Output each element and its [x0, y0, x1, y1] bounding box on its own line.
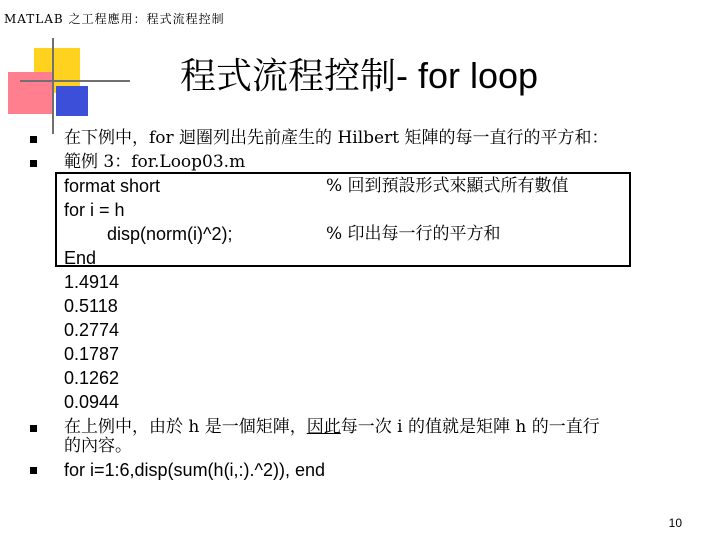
bullet-text-3 — [64, 415, 600, 439]
code-line-2: for i = h — [64, 200, 125, 220]
output-value: 0.0944 — [64, 392, 120, 412]
bullet-marker — [30, 467, 37, 474]
decorative-red-block — [8, 72, 54, 114]
underlined-text: 因此 — [306, 417, 341, 437]
code-line-4: End — [64, 248, 97, 268]
code-line-3: disp(norm(i)^2); — [107, 224, 233, 244]
bullet-text-2: 範例 3：for.Loop03.m — [64, 152, 246, 172]
code-comment-3: % 印出每一行的平方和 — [326, 224, 501, 244]
bullet-marker — [30, 160, 37, 167]
slide-title — [180, 48, 538, 99]
bullet-text-3-part2: 每一次 i 的值就是矩陣 h 的一直行 — [340, 417, 600, 437]
bullet-text-1: 在下例中，for 迴圈列出先前產生的 Hilbert 矩陣的每一直行的平方和： — [64, 128, 609, 148]
output-value: 0.5118 — [64, 296, 118, 316]
decorative-blue-block — [56, 86, 88, 116]
output-value: 1.4914 — [64, 272, 120, 292]
code-line-1: format short — [64, 176, 161, 196]
output-value: 0.2774 — [64, 320, 120, 340]
bullet-text-3-part1: 在上例中，由於 h 是一個矩陣， — [64, 417, 307, 437]
code-comment-1: % 回到預設形式來顯式所有數值 — [326, 176, 569, 196]
bullet-text-4: for i=1:6,disp(sum(h(i,:).^2)), end — [64, 460, 326, 480]
title-latin: - for loop — [396, 55, 539, 96]
decorative-horizontal-line — [20, 80, 130, 82]
output-value: 0.1787 — [64, 344, 120, 364]
title-cjk: 程式流程控制 — [180, 56, 397, 97]
output-value: 0.1262 — [64, 368, 120, 388]
bullet-marker — [30, 136, 37, 143]
slide-header: MATLAB 之工程應用：程式流程控制 — [4, 12, 225, 26]
bullet-text-3-line2: 的內容。 — [64, 436, 132, 456]
page-number: 10 — [668, 516, 682, 530]
decorative-vertical-line — [52, 38, 54, 134]
bullet-marker — [30, 425, 37, 432]
